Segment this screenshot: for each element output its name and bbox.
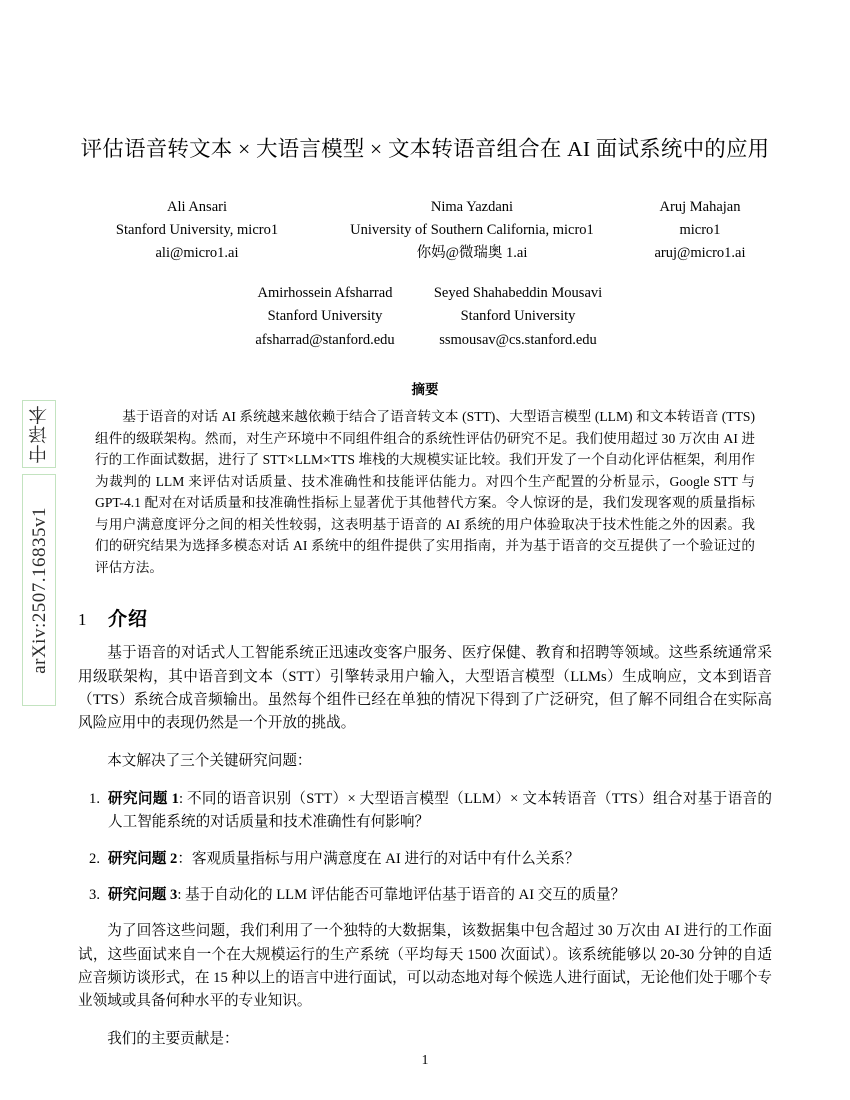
author-entry bbox=[418, 282, 618, 352]
research-questions-list bbox=[78, 788, 772, 907]
list-item-body: ：客观质量指标与用户满意度在 AI 进行的对话中有什么关系？ bbox=[177, 850, 580, 867]
section-number: 1 bbox=[78, 610, 87, 630]
author-affiliation: Stanford University, micro1 bbox=[115, 222, 279, 238]
page-title: 评估语音转文本 × 大语言模型 × 文本转语音组合在 AI 面试系统中的应用 bbox=[80, 137, 770, 161]
arxiv-identifier bbox=[22, 474, 56, 706]
section-heading-introduction bbox=[78, 604, 772, 631]
section-title: 介绍 bbox=[108, 609, 149, 631]
translated-badge bbox=[22, 400, 56, 468]
list-item-marker: 3. bbox=[89, 887, 100, 904]
author-block-row-2 bbox=[78, 282, 772, 352]
page-number: 1 bbox=[421, 1052, 429, 1067]
paragraph: 为了回答这些问题，我们利用了一个独特的大数据集，该数据集中包含超过 30 万次由 AI 进行的工作面试，这些面试来自一个在大规模运行的生产系统（平均每天 1500 次面试）。该系统能够以 20-30 分钟的自适应音频访谈形式，在 15 种以上的语言中进行面试，可以动态地对每个候选人进行面试，无论他们处于哪个专业领域或具备何种水平的专业知识。 bbox=[78, 923, 772, 1010]
author-name: Amirhossein Afsharrad bbox=[257, 284, 393, 301]
author-affiliation: micro1 bbox=[679, 222, 721, 238]
author-entry bbox=[78, 196, 316, 266]
list-item-body: : 不同的语音识别（STT）× 大型语言模型（LLM）× 文本转语音（TTS）组合对基于语音的人工智能系统的对话质量和技术准确性有何影响？ bbox=[108, 791, 772, 831]
list-item-label: 研究问题 2 bbox=[108, 850, 178, 867]
list-item bbox=[78, 848, 772, 871]
author-name: Nima Yazdani bbox=[430, 198, 514, 215]
translated-badge-label: 中译本 bbox=[28, 404, 50, 464]
author-email: aruj@micro1.ai bbox=[654, 245, 746, 262]
author-name: Aruj Mahajan bbox=[659, 198, 741, 215]
author-email: afsharrad@stanford.edu bbox=[255, 331, 395, 348]
abstract-section bbox=[95, 378, 755, 578]
author-entry bbox=[628, 196, 772, 266]
author-entry bbox=[232, 282, 418, 352]
author-affiliation: Stanford University bbox=[267, 308, 383, 325]
list-item bbox=[78, 788, 772, 835]
paragraph: 本文解决了三个关键研究问题： bbox=[107, 753, 312, 770]
paragraph: 我们的主要贡献是： bbox=[107, 1031, 239, 1048]
arxiv-identifier-label: arXiv:2507.16835v1 bbox=[28, 506, 50, 674]
author-affiliation: University of Southern California, micro1 bbox=[350, 222, 594, 238]
abstract-heading: 摘要 bbox=[411, 382, 439, 398]
list-item-text bbox=[108, 848, 772, 871]
author-email: ssmousav@cs.stanford.edu bbox=[439, 331, 597, 348]
list-item-text bbox=[108, 788, 772, 835]
author-affiliation: Stanford University bbox=[460, 308, 576, 325]
author-name: Seyed Shahabeddin Mousavi bbox=[433, 284, 603, 301]
author-entry bbox=[316, 196, 628, 266]
abstract-body: 基于语音的对话 AI 系统越来越依赖于结合了语音转文本 (STT)、大型语言模型 (LLM) 和文本转语音 (TTS) 组件的级联架构。然而，对生产环境中不同组件组合的系统性评估仍研究不足。我们使用超过 30 万次由 AI 进行的工作面试数据，进行了 STT×LLM×TTS 堆栈的大规模实证比较。我们开发了一个自动化评估框架，利用作为裁判的 LLM 来评估对话质量、技术准确性和技能评估能力。对四个生产配置的分析显示，Google STT 与 GPT-4.1 配对在对话质量和技准确性指标上显著优于其他替代方案。令人惊讶的是，我们发现客观的质量指标与用户满意度评分之间的相关性较弱，这表明基于语音的 AI 系统的用户体验取决于技术性能之外的因素。我们的研究结果为选择多模态对话 AI 系统中的组件提供了实用指南，并为基于语音的交互提供了一个验证过的评估方法。 bbox=[95, 409, 755, 575]
arxiv-side-stamp bbox=[22, 400, 56, 706]
paragraph: 基于语音的对话式人工智能系统正迅速改变客户服务、医疗保健、教育和招聘等领域。这些系统通常采用级联架构，其中语音到文本（STT）引擎转录用户输入，大型语言模型（LLMs）生成响应，文本到语音（TTS）系统合成音频输出。虽然每个组件已经在单独的情况下得到了广泛研究，但了解不同组合在实际高风险应用中的表现仍然是一个开放的挑战。 bbox=[78, 645, 772, 732]
paper-page bbox=[78, 0, 772, 1100]
author-block-row-1 bbox=[78, 196, 772, 266]
author-name: Ali Ansari bbox=[166, 198, 227, 215]
list-item-marker: 1. bbox=[89, 791, 100, 808]
list-item-label: 研究问题 1 bbox=[108, 791, 179, 808]
list-item-text bbox=[108, 884, 772, 907]
author-email: ali@micro1.ai bbox=[155, 245, 239, 262]
list-item bbox=[78, 884, 772, 907]
author-email: 你妈@微瑞奥 1.ai bbox=[416, 245, 528, 262]
list-item-label: 研究问题 3 bbox=[108, 887, 178, 904]
list-item-marker: 2. bbox=[89, 850, 100, 867]
list-item-body: : 基于自动化的 LLM 评估能否可靠地评估基于语音的 AI 交互的质量？ bbox=[177, 887, 626, 904]
